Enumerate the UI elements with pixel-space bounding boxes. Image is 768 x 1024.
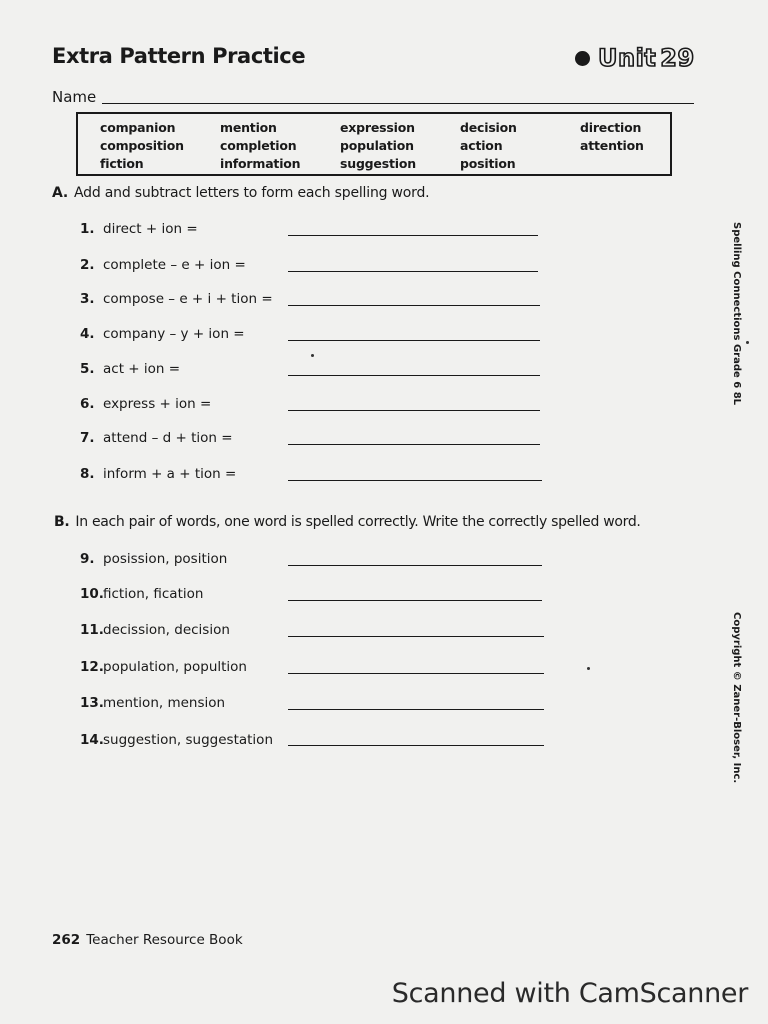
item-prompt: express + ion = <box>103 396 212 412</box>
page-footer <box>52 932 243 948</box>
word-list-box <box>76 112 672 176</box>
exercise-item <box>80 622 230 638</box>
answer-line[interactable] <box>288 745 544 746</box>
item-number: 2. <box>80 257 95 273</box>
unit-number: 29 <box>660 44 695 72</box>
item-number: 3. <box>80 291 95 307</box>
item-prompt: fiction, fication <box>103 586 204 602</box>
item-number: 14. <box>80 732 104 748</box>
word-list-item: expression <box>340 120 415 135</box>
item-number: 7. <box>80 430 95 446</box>
item-number: 5. <box>80 361 95 377</box>
item-prompt: direct + ion = <box>103 221 198 237</box>
exercise-item <box>80 361 180 377</box>
section-instruction: Add and subtract letters to form each spelling word. <box>74 185 430 201</box>
word-list-item: suggestion <box>340 156 416 171</box>
answer-line[interactable] <box>288 340 540 341</box>
name-label: Name <box>52 88 97 106</box>
item-prompt: decission, decision <box>103 622 230 638</box>
word-list-item: position <box>460 156 516 171</box>
word-list-item: decision <box>460 120 517 135</box>
exercise-item <box>80 430 233 446</box>
unit-badge <box>575 44 695 72</box>
exercise-item <box>80 396 211 412</box>
exercise-item <box>80 732 273 748</box>
item-prompt: act + ion = <box>103 361 181 377</box>
item-prompt: complete – e + ion = <box>103 257 246 273</box>
word-list-item: direction <box>580 120 642 135</box>
item-number: 1. <box>80 221 95 237</box>
answer-line[interactable] <box>288 565 542 566</box>
exercise-item <box>80 659 247 675</box>
unit-label: Unit <box>598 44 657 72</box>
answer-line[interactable] <box>288 235 538 236</box>
side-series-text: Spelling Connections Grade 6 8L <box>731 222 742 406</box>
name-field[interactable] <box>102 103 694 104</box>
section-instruction: In each pair of words, one word is spelled correctly. Write the correctly spelled word. <box>75 514 641 530</box>
answer-line[interactable] <box>288 636 544 637</box>
section-letter: B. <box>54 514 70 530</box>
item-prompt: inform + a + tion = <box>103 466 237 482</box>
word-list-item: mention <box>220 120 277 135</box>
item-prompt: attend – d + tion = <box>103 430 233 446</box>
section-letter: A. <box>52 185 69 201</box>
answer-line[interactable] <box>288 673 544 674</box>
bullet-dot-icon <box>575 51 590 66</box>
word-list-item: composition <box>100 138 184 153</box>
page-number: 262 <box>52 932 81 948</box>
exercise-item <box>80 221 198 237</box>
scan-speck <box>587 667 590 670</box>
exercise-item <box>80 326 245 342</box>
item-prompt: posission, position <box>103 551 228 567</box>
exercise-item <box>80 551 227 567</box>
answer-line[interactable] <box>288 375 540 376</box>
item-prompt: mention, mension <box>103 695 226 711</box>
scanner-watermark: Scanned with CamScanner <box>391 978 748 1009</box>
page-title: Extra Pattern Practice <box>52 44 306 68</box>
scan-speck <box>311 354 314 357</box>
answer-line[interactable] <box>288 444 540 445</box>
item-number: 12. <box>80 659 104 675</box>
word-list-item: information <box>220 156 301 171</box>
exercise-item <box>80 695 225 711</box>
scan-speck <box>746 341 749 344</box>
exercise-item <box>80 466 236 482</box>
answer-line[interactable] <box>288 709 544 710</box>
answer-line[interactable] <box>288 271 538 272</box>
word-list-item: population <box>340 138 414 153</box>
word-list-item: fiction <box>100 156 144 171</box>
item-prompt: population, popultion <box>103 659 247 675</box>
answer-line[interactable] <box>288 480 542 481</box>
item-prompt: company – y + ion = <box>103 326 245 342</box>
item-number: 13. <box>80 695 104 711</box>
item-number: 10. <box>80 586 104 602</box>
word-list-item: attention <box>580 138 644 153</box>
word-list-item: completion <box>220 138 297 153</box>
answer-line[interactable] <box>288 410 540 411</box>
exercise-item <box>80 257 246 273</box>
word-list-item: companion <box>100 120 176 135</box>
item-prompt: suggestion, suggestation <box>103 732 274 748</box>
exercise-item <box>80 291 273 307</box>
book-title: Teacher Resource Book <box>86 932 243 948</box>
section-b-heading <box>54 514 641 530</box>
side-copyright-text: Copyright © Zaner-Bloser, Inc. <box>731 612 742 784</box>
section-a-heading <box>52 185 429 201</box>
answer-line[interactable] <box>288 305 540 306</box>
answer-line[interactable] <box>288 600 542 601</box>
item-number: 8. <box>80 466 95 482</box>
item-number: 11. <box>80 622 104 638</box>
item-number: 6. <box>80 396 95 412</box>
word-list-item: action <box>460 138 503 153</box>
item-number: 9. <box>80 551 95 567</box>
item-prompt: compose – e + i + tion = <box>103 291 273 307</box>
item-number: 4. <box>80 326 95 342</box>
exercise-item <box>80 586 203 602</box>
